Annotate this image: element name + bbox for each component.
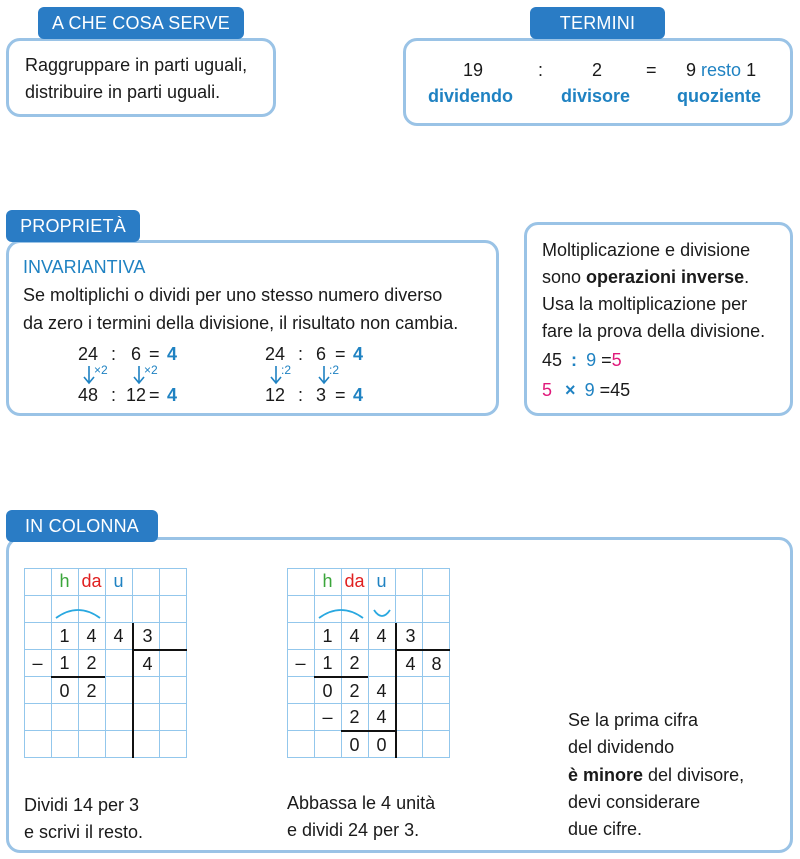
grid1-r1-c4: 3 (142, 626, 153, 646)
note-line5: due cifre. (568, 819, 643, 839)
grid1-r3-c1: 0 (59, 681, 70, 701)
ex2-c: 12 (265, 385, 286, 405)
grid1-r1-c2: 4 (86, 626, 97, 646)
inverse-eq1 (542, 350, 622, 371)
inv-eq2-op: × (565, 380, 576, 400)
grid1-r1-c3: 4 (113, 626, 124, 646)
termini-colon: : (538, 60, 544, 80)
serve-line1: Raggruppare in parti uguali, (25, 55, 248, 75)
grid1-quotient: 4 (142, 654, 153, 674)
ex1-m1: ×2 (94, 363, 108, 377)
grid2-unit-arc-icon (372, 608, 392, 620)
inv-eq1-a: 45 (542, 350, 563, 370)
ex2-b: 6 (316, 344, 327, 364)
inverse-line2c: . (744, 267, 750, 287)
grid2-r5-c2: 0 (376, 735, 387, 755)
grid2-r3-c1: 0 (322, 681, 333, 701)
grid2-r1-c3: 4 (376, 626, 387, 646)
caption1-line1: Dividi 14 per 3 (24, 795, 140, 815)
ex1-d: 12 (126, 385, 147, 405)
caption2-line2: e dividi 24 per 3. (287, 820, 420, 840)
note-line3 (568, 765, 744, 786)
inverse-box (524, 222, 793, 416)
ex1-m2: ×2 (144, 363, 158, 377)
ex1-c: 48 (78, 385, 99, 405)
ex2-op2: : (298, 385, 304, 405)
grid2-r5-c1: 0 (349, 735, 360, 755)
inverse-line2 (542, 267, 749, 288)
division-grid-2 (287, 568, 450, 758)
grid2-header-u: u (376, 571, 387, 591)
grid2-quotient-2: 8 (431, 654, 442, 674)
inverse-line2b: operazioni inverse (586, 267, 745, 287)
termini-n1: 19 (463, 60, 484, 80)
grid2-r3-c2: 2 (349, 681, 360, 701)
serve-box (6, 38, 276, 117)
proprieta-line1: Se moltiplichi o dividi per uno stesso numero diverso (23, 285, 443, 305)
inv-eq2-eq: = (599, 380, 611, 400)
serve-line2: distribuire in parti uguali. (25, 82, 221, 102)
ex2-op: : (298, 344, 304, 364)
ex1-eq: = (149, 344, 160, 364)
grid2-r2-c1: 1 (322, 653, 333, 673)
inverse-line3: Usa la moltiplicazione per (542, 294, 748, 314)
inverse-line1: Moltiplicazione e divisione (542, 240, 751, 260)
termini-divisore: divisore (561, 86, 631, 106)
note-line2: del dividendo (568, 737, 675, 757)
grid1-r2-minus: – (32, 653, 43, 673)
ex2-a: 24 (265, 344, 286, 364)
termini-box (403, 38, 793, 126)
grid1-r1-c1: 1 (59, 626, 70, 646)
grid1-r2-c1: 1 (59, 653, 70, 673)
proprieta-line2: da zero i termini della divisione, il risultato non cambia. (23, 313, 459, 333)
grid2-r1-c4: 3 (405, 626, 416, 646)
serve-tab: A CHE COSA SERVE (38, 7, 244, 39)
grid2-r2-minus: – (295, 653, 306, 673)
termini-quoziente: quoziente (677, 86, 761, 106)
inv-eq2-b: 9 (584, 380, 595, 400)
grid1-r2-c2: 2 (86, 653, 97, 673)
ex2-eq2: = (335, 385, 346, 405)
proprieta-box (6, 240, 499, 416)
grid2-r4-minus: – (322, 707, 333, 727)
ex1-b: 6 (131, 344, 142, 364)
grid2-r4-c2: 4 (376, 707, 387, 727)
termini-resto: resto (701, 60, 742, 80)
inverse-line4: fare la prova della divisione. (542, 321, 766, 341)
ex1-op: : (111, 344, 117, 364)
inverse-line2a: sono (542, 267, 587, 287)
note-line3-rest: del divisore, (643, 765, 745, 785)
grid2-quotient-1: 4 (405, 654, 416, 674)
grid2-r1-c1: 1 (322, 626, 333, 646)
inv-eq1-op: : (571, 350, 578, 370)
inv-eq2-r: 45 (610, 380, 631, 400)
ex2-m1: :2 (281, 363, 292, 377)
inverse-eq2 (542, 380, 630, 401)
grid2-group-arc-icon (317, 606, 365, 620)
grid2-r4-c1: 2 (349, 707, 360, 727)
note-line1: Se la prima cifra (568, 710, 699, 730)
grid2-header-da: da (344, 571, 365, 591)
grid1-header-u: u (113, 571, 124, 591)
grid2-r2-c2: 2 (349, 653, 360, 673)
grid2-header-h: h (322, 571, 333, 591)
grid1-r3-c2: 2 (86, 681, 97, 701)
ex2-r2: 4 (353, 385, 364, 405)
termini-n3: 9 (686, 60, 697, 80)
ex1-eq2: = (149, 385, 160, 405)
termini-n2: 2 (592, 60, 603, 80)
ex2-r: 4 (353, 344, 364, 364)
termini-eq: = (646, 60, 657, 80)
grid1-header-da: da (81, 571, 102, 591)
termini-tab: TERMINI (530, 7, 665, 39)
note-line3-bold: è minore (568, 765, 644, 785)
ex1-r2: 4 (167, 385, 178, 405)
grid2-r3-c3: 4 (376, 681, 387, 701)
grid2-r1-c2: 4 (349, 626, 360, 646)
caption1-line2: e scrivi il resto. (24, 822, 144, 842)
proprieta-tab: PROPRIETÀ (6, 210, 140, 242)
ex1-a: 24 (78, 344, 99, 364)
inv-eq1-eq: = (601, 350, 612, 370)
colonna-tab: IN COLONNA (6, 510, 158, 542)
ex1-r: 4 (167, 344, 178, 364)
termini-n4: 1 (746, 60, 757, 80)
termini-quotient-line (686, 60, 756, 81)
ex1-op2: : (111, 385, 117, 405)
proprieta-subtitle: INVARIANTIVA (23, 257, 146, 277)
inv-eq1-r: 5 (611, 350, 622, 370)
ex2-d: 3 (316, 385, 327, 405)
inv-eq2-a: 5 (542, 380, 553, 400)
division-grid-1 (24, 568, 187, 758)
caption2-line1: Abbassa le 4 unità (287, 793, 436, 813)
inv-eq1-b: 9 (586, 350, 597, 370)
grid1-group-arc-icon (54, 606, 102, 620)
ex2-eq: = (335, 344, 346, 364)
ex2-m2: :2 (329, 363, 340, 377)
termini-dividendo: dividendo (428, 86, 513, 106)
grid1-header-h: h (59, 571, 70, 591)
note-line4: devi considerare (568, 792, 701, 812)
